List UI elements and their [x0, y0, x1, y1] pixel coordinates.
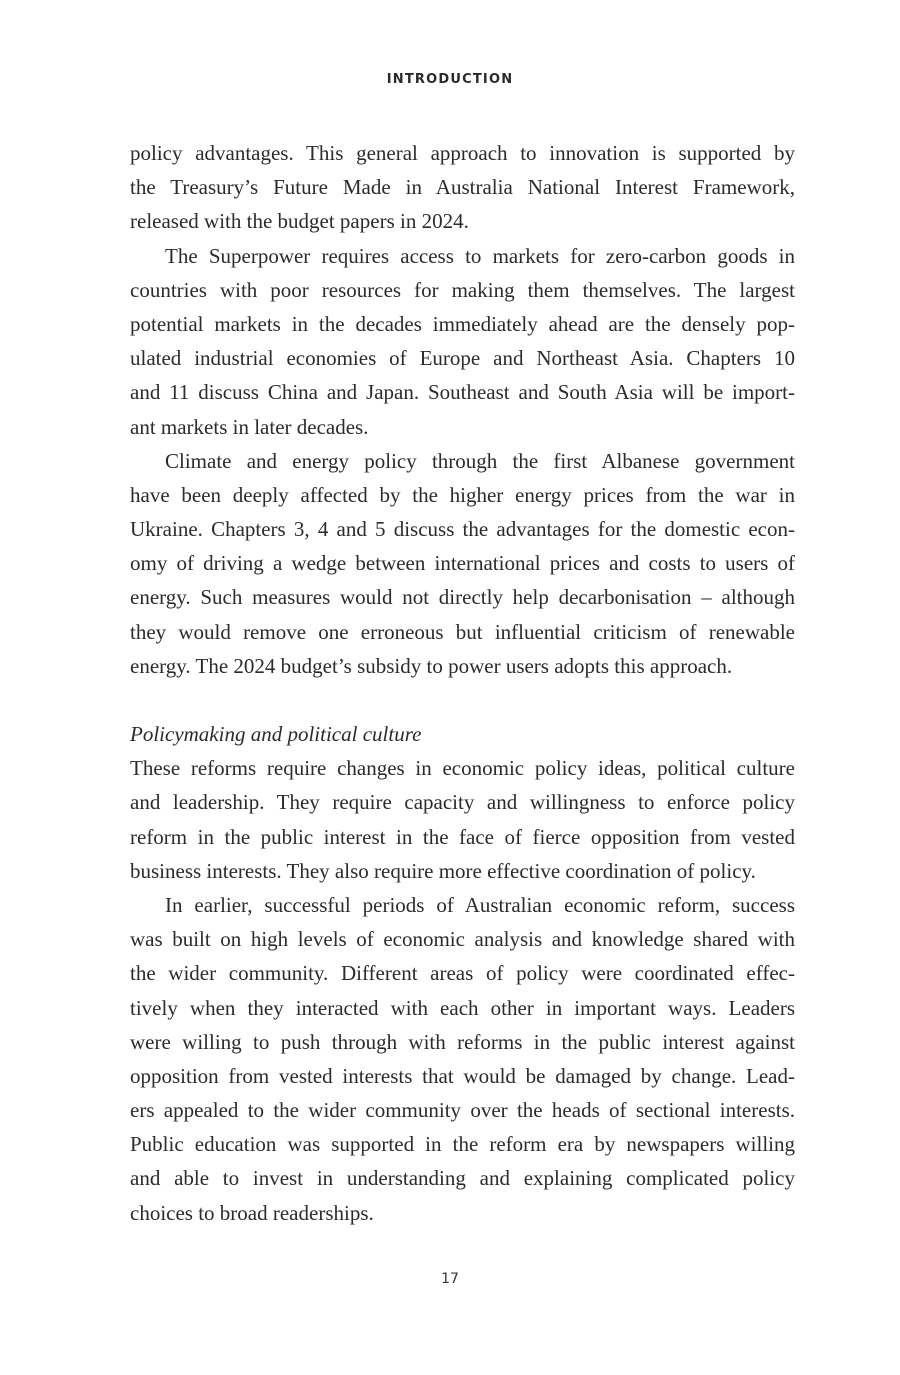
text-line: was built on high levels of economic analysis and knowledge shared with: [130, 927, 795, 952]
text-line: released with the budget papers in 2024.: [130, 209, 469, 234]
text-line: they would remove one erroneous but influential criticism of renewable: [130, 619, 795, 644]
paragraph: [130, 136, 795, 239]
text-line: tively when they interacted with each other in important ways. Leaders: [130, 995, 795, 1020]
text-line: choices to broad readerships.: [130, 1200, 374, 1225]
text-line: In earlier, successful periods of Australian economic reform, success: [165, 892, 795, 917]
running-header: INTRODUCTION: [386, 72, 514, 87]
text-line: and leadership. They require capacity and willingness to enforce policy: [130, 790, 795, 815]
section-heading: Policymaking and political culture: [130, 722, 422, 746]
page-body: [130, 136, 795, 1230]
text-line: the Treasury’s Future Made in Australia National Interest Framework,: [130, 175, 795, 200]
text-line: reform in the public interest in the face of fierce opposition from vested: [130, 824, 795, 849]
text-line: Ukraine. Chapters 3, 4 and 5 discuss the advantages for the domestic econ-: [130, 517, 795, 542]
text-line: These reforms require changes in economic policy ideas, political culture: [130, 756, 795, 781]
text-line: Climate and energy policy through the first Albanese government: [165, 448, 795, 473]
text-line: The Superpower requires access to markets for zero-carbon goods in: [165, 243, 795, 268]
text-line: energy. The 2024 budget’s subsidy to power users adopts this approach.: [130, 653, 733, 678]
text-line: energy. Such measures would not directly help decarbonisation – although: [130, 585, 795, 610]
text-line: Public education was supported in the reform era by newspapers willing: [130, 1132, 795, 1157]
section-gap: [130, 683, 795, 717]
text-line: potential markets in the decades immediately ahead are the densely pop-: [130, 311, 795, 336]
paragraph: [130, 444, 795, 683]
text-line: and able to invest in understanding and explaining complicated policy: [130, 1166, 795, 1191]
text-line: ers appealed to the wider community over the heads of sectional interests.: [130, 1098, 795, 1123]
page-number: 17: [441, 1271, 459, 1287]
text-line: omy of driving a wedge between international prices and costs to users of: [130, 551, 795, 576]
text-line: countries with poor resources for making them themselves. The largest: [130, 277, 795, 302]
paragraph: [130, 751, 795, 888]
text-line: ant markets in later decades.: [130, 414, 369, 439]
text-line: policy advantages. This general approach to innovation is supported by: [130, 141, 795, 165]
text-line: have been deeply affected by the higher energy prices from the war in: [130, 482, 795, 507]
paragraph: [130, 239, 795, 444]
paragraph: [130, 888, 795, 1230]
text-line: were willing to push through with reforms in the public interest against: [130, 1029, 795, 1054]
text-line: and 11 discuss China and Japan. Southeast and South Asia will be import-: [130, 380, 795, 405]
text-line: ulated industrial economies of Europe and Northeast Asia. Chapters 10: [130, 346, 795, 371]
text-line: business interests. They also require more effective coordination of policy.: [130, 858, 756, 883]
text-line: opposition from vested interests that would be damaged by change. Lead-: [130, 1063, 795, 1088]
text-line: the wider community. Different areas of policy were coordinated effec-: [130, 961, 795, 986]
